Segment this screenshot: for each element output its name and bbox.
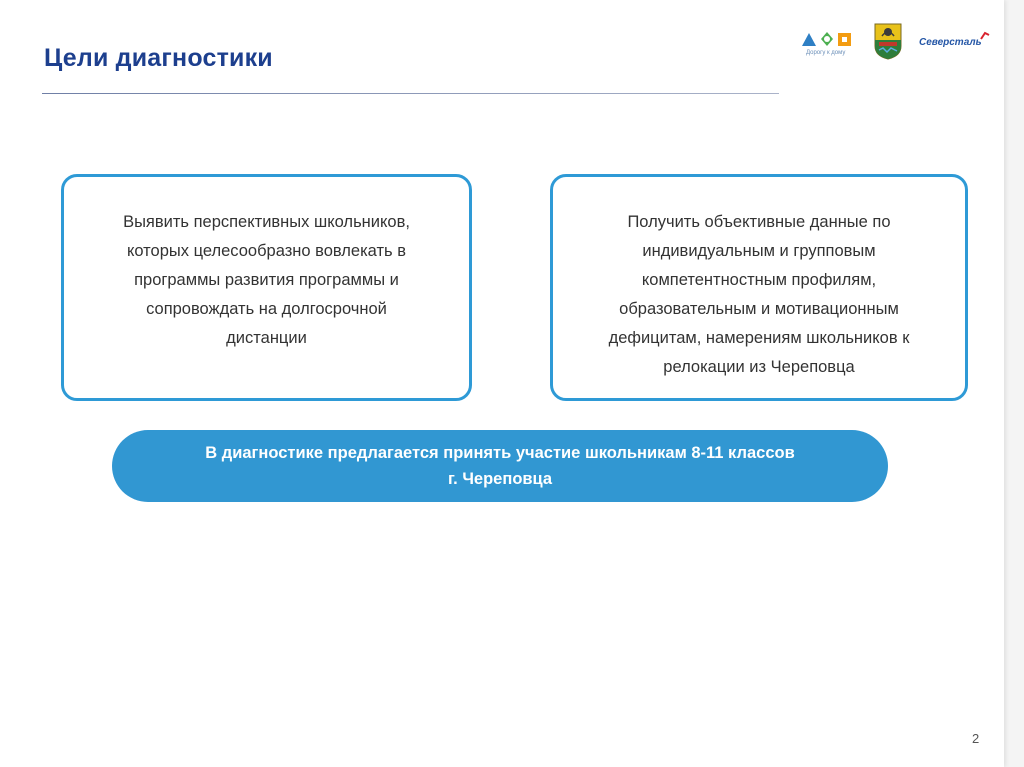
ddd-logo-caption: Дорогу к дому [806, 50, 846, 56]
ddd-logo [800, 30, 858, 58]
goal-card-right [550, 174, 968, 401]
severstal-logo [919, 37, 982, 48]
goal-card-left [61, 174, 472, 401]
participants-banner-text: В диагностике предлагается принять участие школьникам 8-11 классов г. Череповца [205, 444, 795, 488]
city-crest-icon [873, 22, 903, 60]
page-number: 2 [972, 731, 980, 746]
goal-card-right-text: Получить объективные данные по индивидуальным и групповым компетентностным профилям, образовательным и мотивационным дефицитам, намерениям школьников к релокации из Череповца [608, 213, 910, 376]
logo-group [798, 22, 988, 62]
severstal-logo-text: Северсталь [919, 37, 982, 48]
page-title: Цели диагностики [44, 44, 273, 72]
title-divider [42, 93, 779, 94]
participants-banner [112, 430, 888, 502]
ddd-logo-shapes-icon [800, 30, 858, 48]
goal-card-left-text: Выявить перспективных школьников, которых целесообразно вовлекать в программы развития программы и сопровождать на долгосрочной дистанции [123, 213, 410, 347]
severstal-mark-icon [980, 31, 990, 41]
